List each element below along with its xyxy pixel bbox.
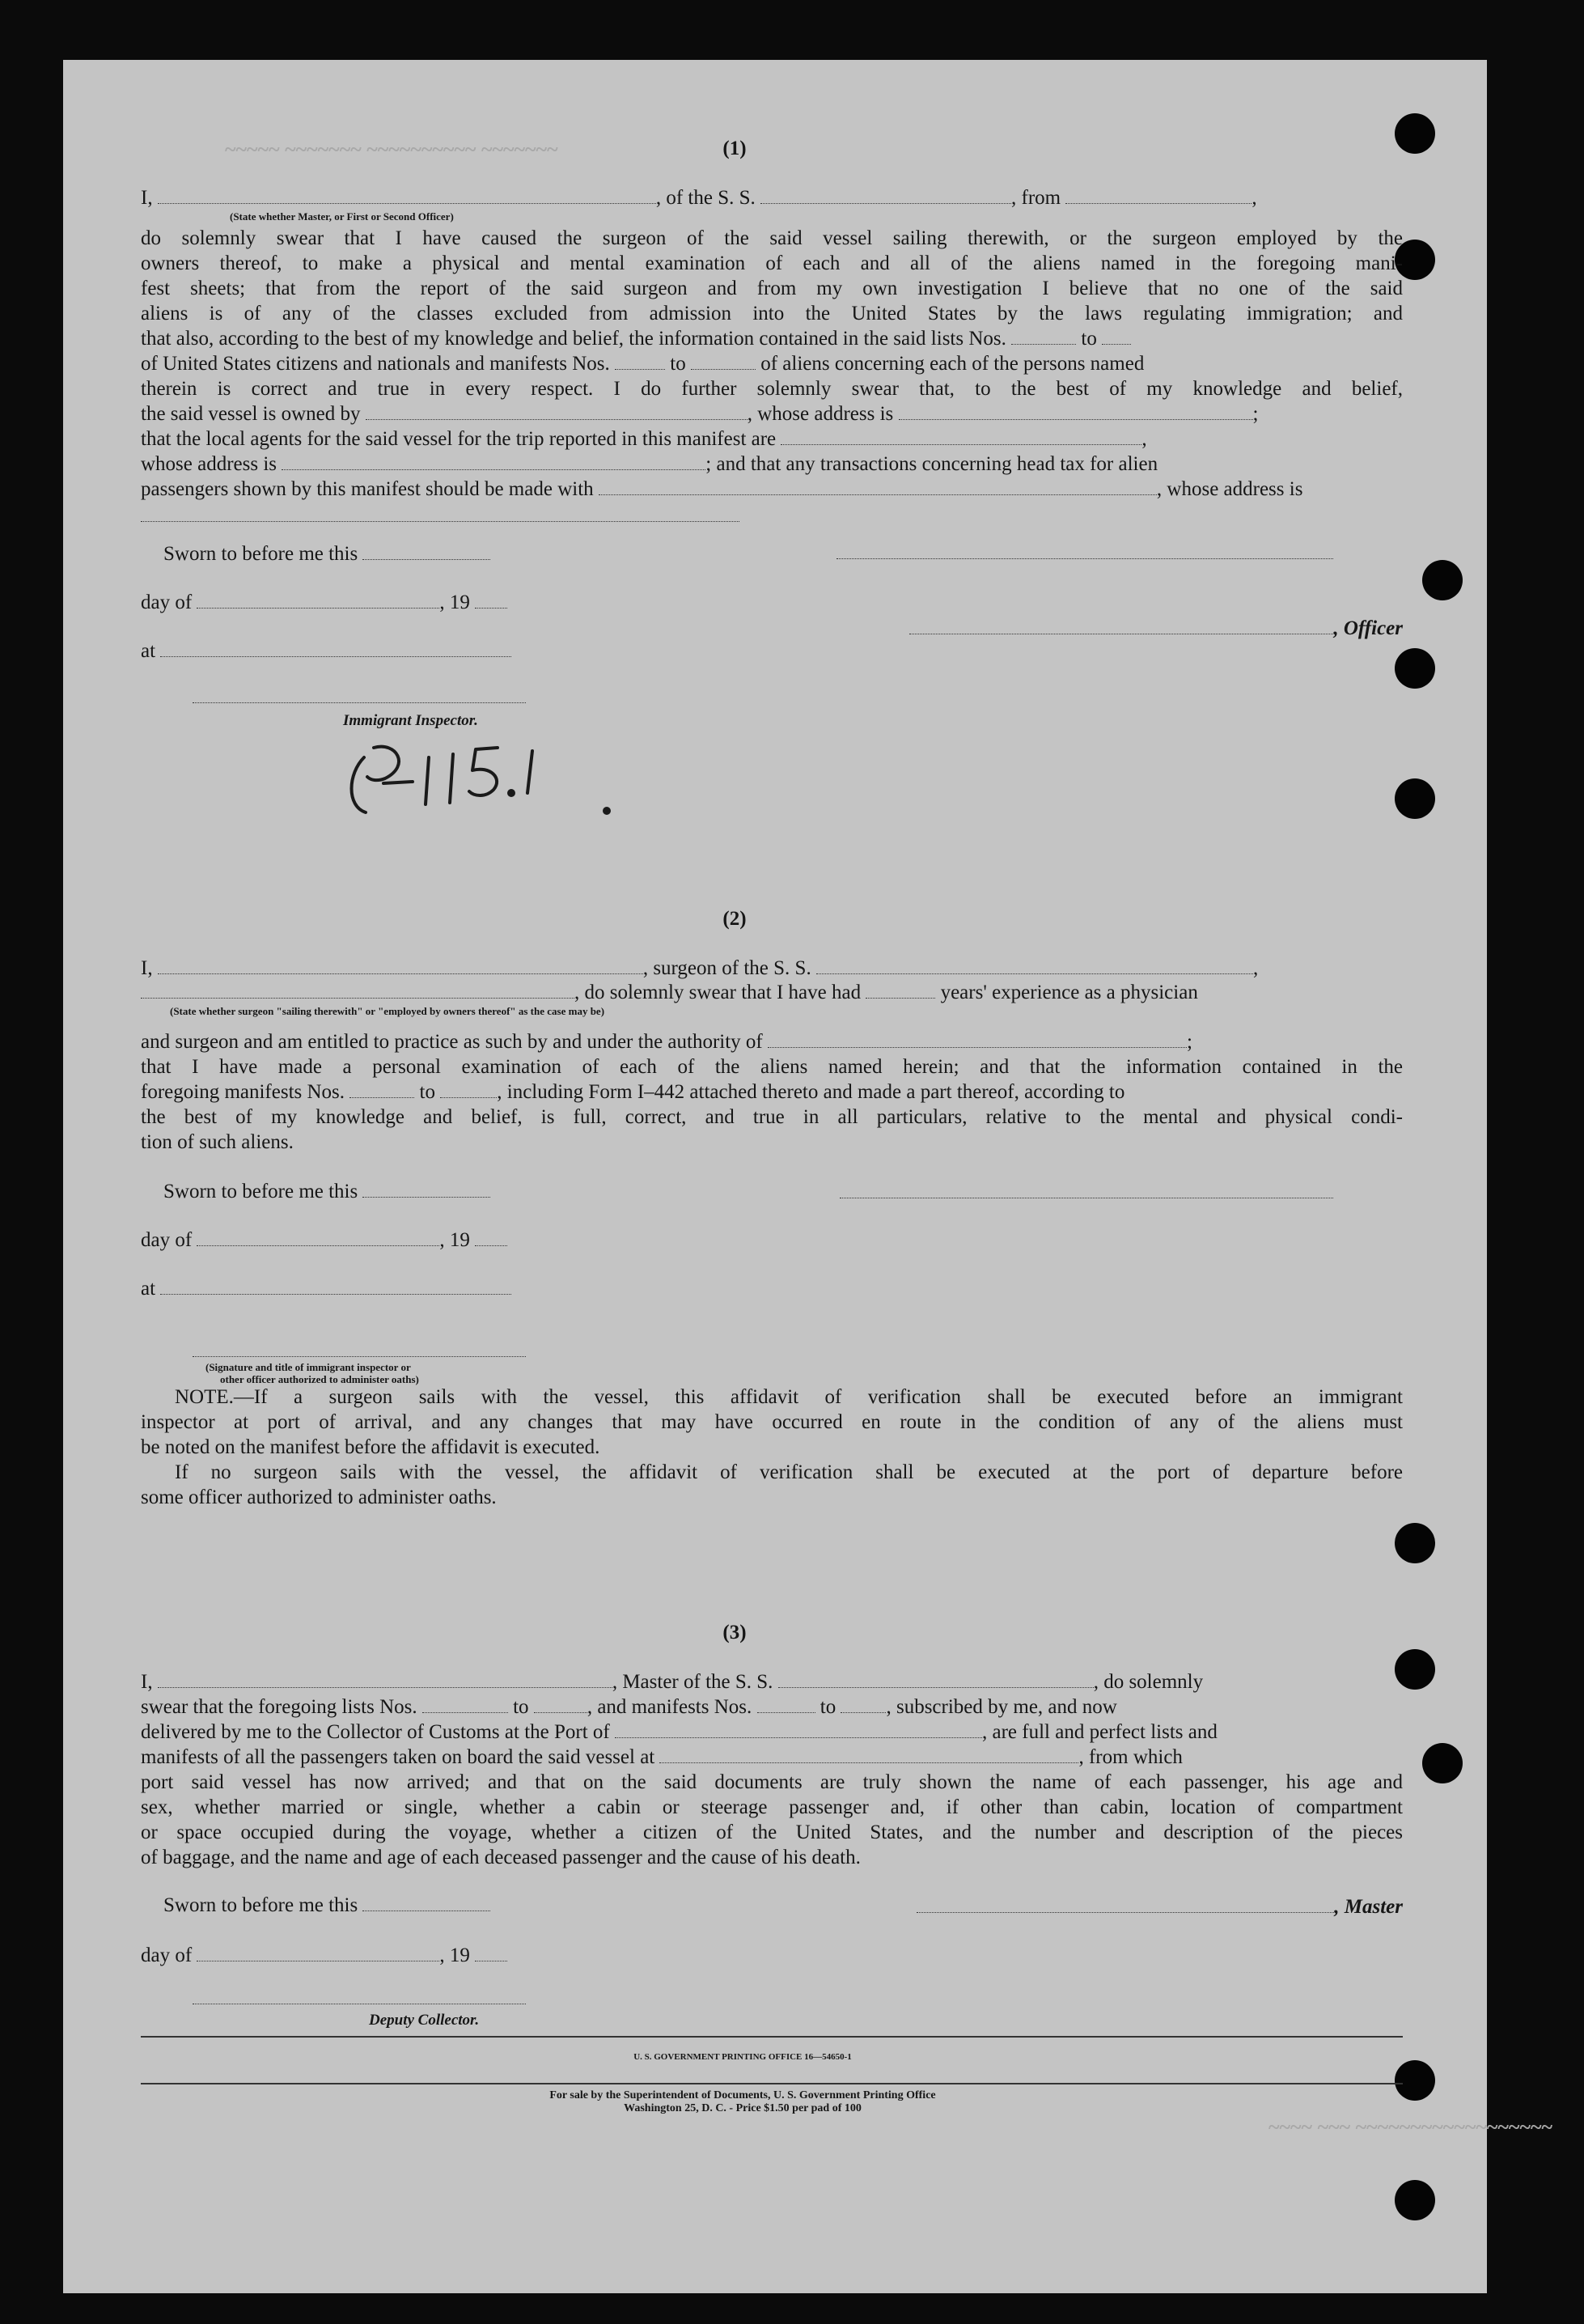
- signature-note: other officer authorized to administer oaths): [220, 1373, 419, 1385]
- from-port-field[interactable]: [1065, 189, 1252, 204]
- surgeon-manifests-to-field[interactable]: [440, 1083, 497, 1098]
- punch-hole: [1395, 113, 1435, 154]
- body-line: aliens is of any of the classes excluded from admission into the United States by the laws regulating immigration; and: [141, 303, 1403, 324]
- owner-address-field[interactable]: [899, 405, 1253, 420]
- address-continuation-field[interactable]: [141, 521, 739, 522]
- punch-hole: [1422, 1743, 1463, 1783]
- head-tax-contact-field[interactable]: [599, 480, 1157, 495]
- lists-to-field[interactable]: [1102, 329, 1131, 345]
- surgeon-note: (State whether surgeon "sailing therewith" or "employed by owners thereof" as the case may be): [170, 1005, 605, 1017]
- punch-hole: [1395, 2060, 1435, 2101]
- manifests-from-field[interactable]: [615, 354, 665, 370]
- body-line: of baggage, and the name and age of each deceased passenger and the cause of his death.: [141, 1847, 861, 1868]
- note-line: NOTE.—If a surgeon sails with the vessel, this affidavit of verification shall be executed before an immigrant: [175, 1386, 1403, 1408]
- surgeon-vessel-field[interactable]: [816, 959, 1253, 974]
- body-line: therein is correct and true in every respect. I do further solemnly swear that, to the best of my knowledge and belief,: [141, 378, 1403, 400]
- punch-hole: [1422, 560, 1463, 600]
- bleed-through-text: ~~~~ ~~~ ~~~~~~~~~~~~~~~~~~: [1268, 2115, 1553, 2139]
- master-name-field[interactable]: [158, 189, 656, 204]
- body-line: the best of my knowledge and belief, is full, correct, and true in all particulars, relative to the mental and physical condi-: [141, 1106, 1403, 1128]
- sale-notice: For sale by the Superintendent of Documents, U. S. Government Printing Office: [549, 2089, 936, 2101]
- master-sworn-date-field[interactable]: [362, 1896, 490, 1911]
- handwritten-text: P-115.1: [332, 733, 335, 734]
- body-line: do solemnly swear that I have caused the surgeon of the said vessel sailing therewith, or the surgeon employed by the: [141, 227, 1403, 249]
- body-line: that I have made a personal examination of each of the aliens named herein; and that the information contained in the: [141, 1056, 1403, 1078]
- punch-hole: [1395, 1523, 1435, 1563]
- inspector-signature-line[interactable]: [193, 1356, 526, 1357]
- owner-field[interactable]: [366, 405, 748, 420]
- boarding-port-field[interactable]: [659, 1748, 1078, 1763]
- agents-address-field[interactable]: [282, 455, 705, 470]
- punch-hole: [1395, 778, 1435, 819]
- footer-rule: [141, 2036, 1403, 2038]
- master-manifests-from-field[interactable]: [757, 1698, 815, 1713]
- sale-notice: Washington 25, D. C. - Price $1.50 per pad of 100: [624, 2102, 862, 2114]
- officer-signature-field[interactable]: [909, 619, 1333, 634]
- master-lists-from-field[interactable]: [422, 1698, 508, 1713]
- section-3-number: (3): [722, 1622, 747, 1643]
- surgeon-status-field[interactable]: [141, 983, 574, 999]
- body-line: fest sheets; that from the report of the said surgeon and from my own investigation I believe that no one of the said: [141, 278, 1403, 299]
- surgeon-location-field[interactable]: [160, 1279, 511, 1295]
- note-line: some officer authorized to administer oaths.: [141, 1486, 497, 1508]
- surgeon-day-field[interactable]: [197, 1231, 439, 1246]
- sworn-date-field[interactable]: [362, 545, 490, 560]
- year-field[interactable]: [475, 593, 507, 609]
- authority-field[interactable]: [768, 1033, 1187, 1048]
- port-field[interactable]: [615, 1723, 982, 1738]
- master-signature-field[interactable]: [917, 1898, 1334, 1913]
- body-line: or space occupied during the voyage, whether a citizen of the United States, and the number and description of the pieces: [141, 1821, 1403, 1843]
- signature-note: (Signature and title of immigrant inspector or: [205, 1361, 411, 1373]
- note-line: If no surgeon sails with the vessel, the affidavit of verification shall be executed at the port of departure before: [175, 1461, 1403, 1483]
- body-line: port said vessel has now arrived; and that on the said documents are truly shown the name of each passenger, his age and: [141, 1771, 1403, 1793]
- inspector-signature-line[interactable]: [193, 702, 526, 703]
- surgeon-manifests-from-field[interactable]: [349, 1083, 414, 1098]
- location-field[interactable]: [160, 642, 511, 657]
- master-vessel-field[interactable]: [778, 1673, 1094, 1688]
- master-day-field[interactable]: [197, 1946, 439, 1961]
- footer-rule: [141, 2083, 1403, 2084]
- gpo-imprint: U. S. GOVERNMENT PRINTING OFFICE 16—54650-1: [633, 2052, 852, 2062]
- affidavit-page: ~~~~~ ~~~~~~~ ~~~~~~~~~~ ~~~~~~~ ~~~~ ~~~ ~~~~~~~~~~~~~~~~~~ (1) I, , of the S. S. , from , (State whether Master, or First or Second Officer) do solemnly swear that I have caused the surgeon of the said vessel sailing therewith, or the surgeon employed by the owners thereof, to make a physical and mental examination of each and all of the aliens named in the foregoing mani- fest sheets; that from the report of the said surgeon and from my own investigation I believe that no one of the said aliens is of any of the classes excluded from admission into the United States by the laws regulating immigration; and that also, according to the best of my knowledge and belief, the information contained in the said lists Nos. to of United States citizens and nationals and manifests Nos. to of aliens concerning each of the persons named therein is correct and true in every respect. I do further solemnly swear that, to the best of my knowledge and belief, the said vessel is owned by , whose address is ; that the local agents for the said vessel for the trip reported in this manifest are , whose address is ; and that any transactions concerning head tax for alien passengers shown by this manifest should be made with , whose address is Sworn to before me this day of , 19 , Officer at Immigrant Inspector. P-115.1 (2) I, , surgeon of the S. S. , , do solemnly swear that I have had years' experience as a physician (State whether surgeon "sailing therewith" or "employed by owners thereof" as the case may be) and surgeon and am entitled to practice as such by and under the authority of ; that I have made a personal examination of each of the aliens named herein; and that the information contained in the foregoing manifests Nos. to , including Form I–442 attached thereto and made a part thereof, according to the best of my knowledge and belief, is full, correct, and true in all particulars, relative to the mental and physical condi- tion of such aliens. Sworn to before me this day of , 19 at (Signature and title of immigrant inspector or other officer authorized to administer oaths) NOTE.—If a surgeon sails with the vessel, this affidavit of verification shall be executed before an immigrant inspector at port of arrival, and any changes that may have occurred en route in the condition of any of the aliens must be noted on the manifest before the affidavit is executed. If no surgeon sails with the vessel, the affidavit of verification shall be executed at the port of departure before some officer authorized to administer oaths. (3) I, , Master of the S. S. , do solemnly swear that the foregoing lists Nos. to , and manifests Nos. to , subscribed by me, and now delivered by me to the Collector of Customs at the Port of , are full and perfect lists and manifests of all the passengers taken on board the said vessel at , from which port said vessel has now arrived; and that on the said documents are truly shown the name of each passenger, his age and sex, whether married or single, whether a cabin or steerage passenger and, if other than cabin, location of compartment or space occupied during the voyage, whether a citizen of the United States, and the number and description of the pieces of baggage, and the name and age of each deceased passenger and the cause of his death. Sworn to before me this , Master day of , 19 Deputy Collector. U. S. GOVERNMENT PRINTING OFFICE 16—54650-1 For sale by the Superintendent of Documents, U. S. Government Printing Office Washington 25, D. C. - Price $1.50 per pad of 100: [63, 60, 1487, 2293]
- punch-hole: [1395, 2180, 1435, 2220]
- section-1-number: (1): [722, 138, 747, 159]
- master-signature-line[interactable]: [836, 558, 1333, 559]
- master-year-field[interactable]: [475, 1946, 507, 1961]
- note-line: be noted on the manifest before the affidavit is executed.: [141, 1436, 600, 1458]
- body-line: tion of such aliens.: [141, 1131, 294, 1153]
- section-2-number: (2): [722, 908, 747, 930]
- bleed-through-text: ~~~~~ ~~~~~~~ ~~~~~~~~~~ ~~~~~~~: [225, 138, 558, 161]
- years-experience-field[interactable]: [866, 983, 935, 999]
- vessel-name-field[interactable]: [760, 189, 1011, 204]
- master-manifests-to-field[interactable]: [841, 1698, 886, 1713]
- local-agents-field[interactable]: [781, 430, 1141, 445]
- master-name-field[interactable]: [158, 1673, 612, 1688]
- body-line: sex, whether married or single, whether a cabin or steerage passenger and, if other than cabin, location of compartment: [141, 1796, 1403, 1818]
- punch-hole: [1395, 648, 1435, 689]
- surgeon-name-field[interactable]: [158, 959, 643, 974]
- surgeon-year-field[interactable]: [475, 1231, 507, 1246]
- day-of-month-field[interactable]: [197, 593, 439, 609]
- surgeon-sworn-date-field[interactable]: [362, 1182, 490, 1198]
- body-line: owners thereof, to make a physical and mental examination of each and all of the aliens named in the foregoing mani-: [141, 252, 1403, 274]
- master-note: (State whether Master, or First or Second Officer): [230, 210, 454, 223]
- handwritten-annotation: [332, 733, 671, 834]
- note-line: inspector at port of arrival, and any changes that may have occurred en route in the condition of any of the aliens must: [141, 1411, 1403, 1433]
- deputy-label: Deputy Collector.: [369, 2012, 480, 2029]
- lists-from-field[interactable]: [1011, 329, 1076, 345]
- manifests-to-field[interactable]: [691, 354, 756, 370]
- master-lists-to-field[interactable]: [534, 1698, 587, 1713]
- inspector-label: Immigrant Inspector.: [343, 712, 478, 729]
